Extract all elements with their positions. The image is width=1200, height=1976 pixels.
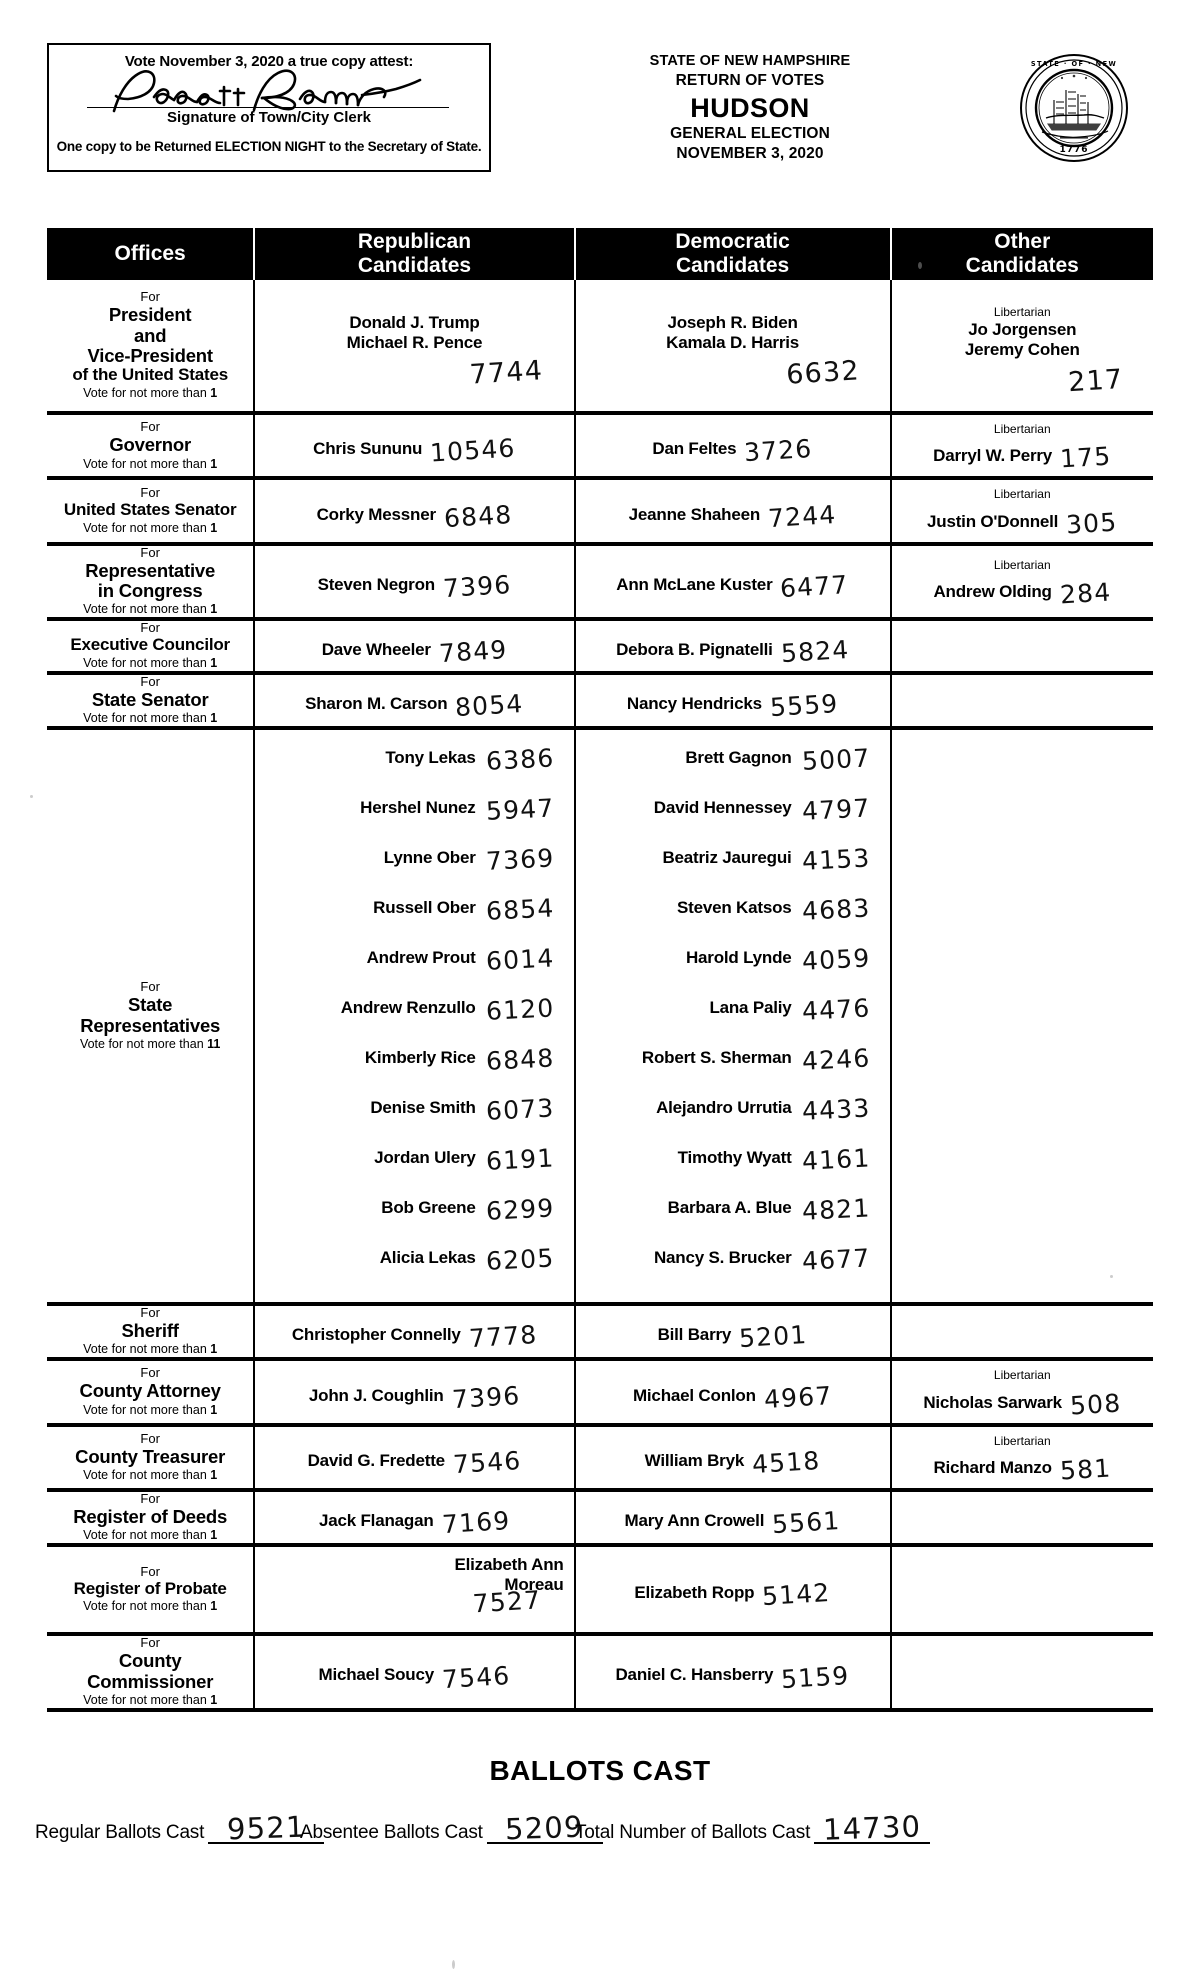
office-cell bbox=[47, 280, 254, 413]
candidate-party-label: Libertarian bbox=[993, 422, 1051, 437]
candidate-name: Mary Ann Crowell bbox=[624, 1510, 765, 1530]
office-name-line: in Congress bbox=[97, 579, 203, 601]
table-header-row bbox=[47, 228, 1153, 280]
office-name-line: Register of Probate bbox=[73, 1578, 227, 1598]
candidate-cell-democratic bbox=[575, 413, 891, 478]
scan-speck bbox=[452, 1960, 455, 1969]
svg-text:STATE · OF · NEW: STATE · OF · NEW bbox=[1030, 60, 1118, 68]
vote-for-instruction: Vote for not more than 1 bbox=[83, 1692, 218, 1707]
candidate-name: Michael Conlon bbox=[632, 1385, 756, 1405]
candidate-party-label: Libertarian bbox=[993, 557, 1051, 572]
vote-count-handwritten: 4476 bbox=[800, 993, 871, 1027]
candidate-name: Richard Manzo bbox=[933, 1457, 1052, 1477]
vote-count-handwritten: 4821 bbox=[800, 1193, 871, 1227]
office-for-label: For bbox=[140, 620, 160, 636]
vote-count-handwritten: 5007 bbox=[800, 743, 871, 777]
office-for-label: For bbox=[140, 1430, 160, 1446]
table-row bbox=[47, 478, 1153, 543]
vote-count-handwritten: 581 bbox=[1058, 1453, 1112, 1486]
office-name-line: County Treasurer bbox=[75, 1445, 226, 1467]
vote-count-handwritten: 7396 bbox=[442, 569, 513, 604]
candidate-cell-democratic bbox=[575, 544, 891, 620]
candidate-name: Dan Feltes bbox=[652, 439, 737, 459]
candidate-name: Alejandro Urrutia bbox=[656, 1098, 792, 1118]
state-rep-entry bbox=[590, 1090, 876, 1140]
signature-rule bbox=[87, 107, 449, 108]
vote-count-handwritten: 5159 bbox=[780, 1660, 851, 1694]
absentee-ballots-label: Absentee Ballots Cast bbox=[300, 1822, 483, 1843]
column-header-offices: Offices bbox=[47, 228, 254, 280]
candidate-name: Daniel C. Hansberry bbox=[615, 1665, 774, 1685]
table-row bbox=[47, 1304, 1153, 1359]
attest-statement: Vote November 3, 2020 a true copy attest: bbox=[124, 53, 414, 70]
candidate-cell-democratic bbox=[575, 1304, 891, 1359]
office-cell bbox=[47, 478, 254, 543]
candidate-name: Kimberly Rice bbox=[364, 1048, 476, 1068]
total-ballots-value-box[interactable] bbox=[814, 1808, 930, 1847]
state-rep-entry bbox=[590, 990, 876, 1040]
candidate-cell-other bbox=[891, 1545, 1153, 1634]
candidate-cell-republican bbox=[254, 478, 574, 543]
signature-label: Signature of Town/City Clerk bbox=[167, 109, 371, 126]
absentee-ballots-value: 5209 bbox=[504, 1809, 585, 1847]
election-date: NOVEMBER 3, 2020 bbox=[676, 145, 824, 163]
vote-count-handwritten: 4967 bbox=[762, 1380, 834, 1414]
candidate-name: Chris Sununu bbox=[313, 439, 423, 459]
state-rep-entry bbox=[269, 1140, 559, 1190]
office-for-label: For bbox=[140, 289, 160, 305]
office-name-line: of the United States bbox=[72, 365, 228, 385]
office-name-line: Representatives bbox=[80, 1014, 221, 1036]
state-rep-entry bbox=[590, 790, 876, 840]
candidate-name: Andrew Olding bbox=[933, 582, 1052, 602]
svg-text:1776: 1776 bbox=[1059, 145, 1089, 155]
state-rep-entry bbox=[269, 840, 559, 890]
table-row bbox=[47, 1545, 1153, 1634]
office-cell bbox=[47, 1359, 254, 1424]
candidate-name: Dave Wheeler bbox=[321, 639, 431, 659]
candidate-name: Hershel Nunez bbox=[360, 798, 476, 818]
ballots-cast-title: BALLOTS CAST bbox=[489, 1755, 711, 1786]
candidate-name: Justin O'Donnell bbox=[927, 511, 1059, 531]
vote-count-handwritten: 4683 bbox=[800, 893, 871, 927]
state-rep-entry bbox=[269, 990, 559, 1040]
candidate-party-label: Libertarian bbox=[993, 1433, 1051, 1448]
office-for-label: For bbox=[140, 1490, 160, 1506]
state-rep-entry bbox=[590, 940, 876, 990]
vote-count-handwritten: 7849 bbox=[437, 634, 509, 668]
candidate-party-label: Libertarian bbox=[993, 1368, 1051, 1383]
candidate-cell-democratic bbox=[575, 1545, 891, 1634]
vote-count-handwritten: 6299 bbox=[484, 1193, 555, 1227]
total-ballots-value: 14730 bbox=[822, 1809, 922, 1847]
candidate-party-label: Libertarian bbox=[993, 305, 1051, 319]
document-header bbox=[0, 0, 1200, 215]
vote-count-handwritten: 7169 bbox=[440, 1505, 511, 1540]
vote-count-handwritten: 10546 bbox=[429, 433, 517, 468]
candidate-name: Harold Lynde bbox=[685, 948, 792, 968]
vote-count-handwritten: 5561 bbox=[771, 1505, 842, 1540]
candidate-cell-other bbox=[891, 619, 1153, 673]
candidate-cell-democratic bbox=[575, 1425, 891, 1490]
candidate-cell-democratic bbox=[575, 673, 891, 728]
candidate-name: Barbara A. Blue bbox=[667, 1198, 792, 1218]
candidate-cell-republican bbox=[254, 280, 574, 413]
town-name: HUDSON bbox=[690, 92, 810, 123]
candidate-cell-republican bbox=[254, 673, 574, 728]
office-cell bbox=[47, 619, 254, 673]
state-rep-entry bbox=[590, 890, 876, 940]
column-header-other-line1: Other bbox=[994, 230, 1051, 254]
vote-count-handwritten: 3726 bbox=[743, 434, 814, 468]
vote-count-handwritten: 7546 bbox=[452, 1445, 523, 1479]
vote-count-handwritten: 5559 bbox=[769, 688, 840, 723]
vote-count-handwritten: 7369 bbox=[484, 843, 555, 877]
column-header-other-line2: Candidates bbox=[965, 254, 1079, 277]
vote-count-handwritten: 6848 bbox=[443, 499, 514, 533]
state-rep-entry bbox=[590, 1240, 876, 1290]
vote-for-instruction: Vote for not more than 1 bbox=[83, 655, 218, 670]
candidate-cell-republican bbox=[254, 1490, 574, 1545]
vote-count-handwritten: 6073 bbox=[484, 1093, 555, 1127]
candidate-cell-other bbox=[891, 673, 1153, 728]
candidate-cell-democratic bbox=[575, 1359, 891, 1424]
candidate-name: Jack Flanagan bbox=[318, 1510, 434, 1530]
table-row bbox=[47, 544, 1153, 620]
state-rep-entry bbox=[269, 1040, 559, 1090]
candidate-name: Beatriz Jauregui bbox=[662, 848, 792, 868]
state-rep-entry bbox=[269, 1190, 559, 1240]
regular-ballots-label: Regular Ballots Cast bbox=[35, 1822, 205, 1843]
table-row bbox=[47, 413, 1153, 478]
vote-count-handwritten: 5142 bbox=[761, 1578, 832, 1612]
candidate-name: Jeremy Cohen bbox=[964, 340, 1080, 360]
vote-count-handwritten: 217 bbox=[1066, 364, 1124, 399]
candidate-name: David Hennessey bbox=[653, 798, 792, 818]
vote-count-handwritten: 6191 bbox=[484, 1143, 555, 1177]
vote-count-handwritten: 6014 bbox=[484, 943, 555, 977]
candidate-cell-other bbox=[891, 1425, 1153, 1490]
vote-count-handwritten: 6848 bbox=[484, 1043, 555, 1077]
state-rep-entry bbox=[269, 790, 559, 840]
office-cell bbox=[47, 1545, 254, 1634]
state-rep-entry bbox=[590, 740, 876, 790]
vote-count-handwritten: 7546 bbox=[441, 1660, 512, 1694]
vote-count-handwritten: 4677 bbox=[800, 1243, 871, 1277]
candidate-cell-republican bbox=[254, 1359, 574, 1424]
office-name-line: County Attorney bbox=[79, 1380, 221, 1402]
candidate-name: Elizabeth Ann bbox=[454, 1555, 564, 1575]
office-cell bbox=[47, 1304, 254, 1359]
return-of-votes-label: RETURN OF VOTES bbox=[675, 72, 825, 90]
vote-count-handwritten: 4433 bbox=[800, 1093, 871, 1127]
column-header-republican-line2: Candidates bbox=[357, 254, 472, 277]
candidate-name: Christopher Connelly bbox=[291, 1325, 461, 1345]
state-rep-entry bbox=[590, 840, 876, 890]
office-name-line: United States Senator bbox=[63, 500, 237, 520]
candidate-cell-other bbox=[891, 1304, 1153, 1359]
scan-speck bbox=[918, 262, 922, 269]
candidate-cell-democratic bbox=[575, 619, 891, 673]
office-name-line: Vice-President bbox=[87, 344, 213, 366]
office-name-line: State bbox=[128, 994, 173, 1016]
title-block bbox=[600, 52, 900, 165]
candidate-name: Steven Negron bbox=[317, 574, 435, 594]
regular-ballots-value: 9521 bbox=[226, 1809, 307, 1847]
column-header-other bbox=[891, 228, 1153, 280]
candidate-name: John J. Coughlin bbox=[308, 1385, 444, 1405]
office-cell bbox=[47, 544, 254, 620]
total-ballots-label: Total Number of Ballots Cast bbox=[575, 1822, 811, 1843]
candidate-name: Jordan Ulery bbox=[374, 1148, 476, 1168]
candidate-name: Michael R. Pence bbox=[346, 333, 483, 353]
vote-count-handwritten: 4153 bbox=[800, 843, 871, 877]
office-cell bbox=[47, 728, 254, 1304]
candidate-name: Steven Katsos bbox=[676, 898, 792, 918]
office-for-label: For bbox=[140, 673, 160, 689]
office-cell bbox=[47, 673, 254, 728]
candidate-name: Kamala D. Harris bbox=[666, 333, 800, 353]
candidate-cell-democratic bbox=[575, 1634, 891, 1710]
candidate-name: Nancy Hendricks bbox=[626, 694, 762, 713]
candidate-cell-other bbox=[891, 1490, 1153, 1545]
state-rep-entry bbox=[269, 740, 559, 790]
candidate-name: Donald J. Trump bbox=[349, 313, 480, 333]
candidate-cell-republican bbox=[254, 1425, 574, 1490]
office-for-label: For bbox=[140, 544, 160, 560]
vote-for-instruction: Vote for not more than 1 bbox=[83, 711, 218, 726]
state-rep-entry bbox=[590, 1040, 876, 1090]
vote-count-handwritten: 6632 bbox=[784, 355, 861, 391]
ballots-cast-totals bbox=[0, 1808, 1200, 1868]
office-name-line: Commissioner bbox=[87, 1670, 214, 1692]
candidate-name: Robert S. Sherman bbox=[641, 1048, 792, 1068]
clerk-attestation-box bbox=[47, 43, 491, 172]
office-for-label: For bbox=[140, 1635, 160, 1651]
vote-for-instruction: Vote for not more than 1 bbox=[83, 385, 218, 400]
office-name-line: President bbox=[108, 304, 192, 326]
office-name-line: State Senator bbox=[91, 688, 209, 710]
office-for-label: For bbox=[140, 1365, 160, 1381]
vote-count-handwritten: 175 bbox=[1059, 441, 1113, 475]
office-for-label: For bbox=[140, 1563, 160, 1579]
candidate-name: Andrew Prout bbox=[366, 948, 476, 968]
vote-for-instruction: Vote for not more than 1 bbox=[83, 456, 218, 471]
column-header-democratic-line1: Democratic bbox=[675, 230, 790, 254]
column-header-democratic-line2: Candidates bbox=[675, 254, 790, 277]
candidate-cell-democratic bbox=[575, 280, 891, 413]
vote-count-handwritten: 4246 bbox=[800, 1043, 871, 1077]
vote-count-handwritten: 284 bbox=[1058, 577, 1112, 610]
vote-count-handwritten: 7778 bbox=[467, 1320, 538, 1354]
table-row bbox=[47, 673, 1153, 728]
candidate-name: Sharon M. Carson bbox=[305, 694, 448, 713]
candidate-cell-other bbox=[891, 478, 1153, 543]
column-header-republican-line1: Republican bbox=[357, 230, 472, 254]
state-seal-icon bbox=[1018, 52, 1130, 164]
vote-count-handwritten: 5201 bbox=[738, 1320, 809, 1354]
state-rep-column-republican bbox=[254, 728, 574, 1304]
candidate-cell-republican bbox=[254, 413, 574, 478]
candidate-name: Bill Barry bbox=[657, 1325, 732, 1345]
candidate-name: Michael Soucy bbox=[318, 1665, 434, 1685]
vote-count-handwritten: 8054 bbox=[454, 688, 525, 723]
candidate-name: Darryl W. Perry bbox=[933, 446, 1053, 466]
vote-count-handwritten: 6854 bbox=[484, 893, 555, 927]
vote-count-handwritten: 6205 bbox=[484, 1243, 555, 1277]
vote-count-handwritten: 4518 bbox=[751, 1445, 822, 1479]
candidate-name: William Bryk bbox=[644, 1450, 745, 1470]
candidate-cell-democratic bbox=[575, 478, 891, 543]
vote-for-instruction: Vote for not more than 1 bbox=[83, 1342, 218, 1357]
vote-for-instruction: Vote for not more than 1 bbox=[83, 602, 218, 617]
candidate-name: Denise Smith bbox=[370, 1098, 476, 1118]
candidate-cell-other bbox=[891, 413, 1153, 478]
vote-count-handwritten: 7527 bbox=[472, 1585, 543, 1619]
candidate-name: Corky Messner bbox=[316, 504, 436, 524]
candidate-name: Nancy S. Brucker bbox=[653, 1248, 792, 1268]
election-type: GENERAL ELECTION bbox=[670, 124, 830, 142]
vote-count-handwritten: 6386 bbox=[484, 743, 555, 777]
office-cell bbox=[47, 1634, 254, 1710]
state-rep-entry bbox=[590, 1140, 876, 1190]
candidate-cell-other bbox=[891, 544, 1153, 620]
candidate-cell-republican bbox=[254, 1545, 574, 1634]
table-row-state-representatives bbox=[47, 728, 1153, 1304]
candidate-name: Moreau bbox=[504, 1575, 564, 1595]
office-for-label: For bbox=[140, 419, 160, 435]
candidate-name: Timothy Wyatt bbox=[677, 1148, 792, 1168]
table-row bbox=[47, 1634, 1153, 1710]
vote-for-instruction: Vote for not more than 1 bbox=[83, 1402, 218, 1417]
table-row bbox=[47, 1425, 1153, 1490]
office-for-label: For bbox=[140, 979, 160, 995]
vote-count-handwritten: 5824 bbox=[779, 634, 850, 668]
candidate-name: Jo Jorgensen bbox=[968, 320, 1077, 340]
office-for-label: For bbox=[140, 1305, 160, 1321]
candidate-name: Andrew Renzullo bbox=[340, 998, 476, 1018]
vote-count-handwritten: 7744 bbox=[469, 355, 545, 391]
vote-count-handwritten: 6120 bbox=[484, 993, 555, 1027]
vote-count-handwritten: 6477 bbox=[779, 569, 850, 604]
vote-for-instruction: Vote for not more than 1 bbox=[83, 1528, 218, 1543]
candidate-cell-other bbox=[891, 1634, 1153, 1710]
candidate-cell-republican bbox=[254, 544, 574, 620]
vote-count-handwritten: 7396 bbox=[450, 1380, 521, 1414]
candidate-name: Bob Greene bbox=[381, 1198, 476, 1218]
office-cell bbox=[47, 413, 254, 478]
absentee-ballots-field bbox=[300, 1808, 603, 1847]
regular-ballots-field bbox=[35, 1808, 324, 1847]
office-name-line: Representative bbox=[85, 559, 216, 581]
office-name-line: and bbox=[134, 324, 167, 346]
results-table-body bbox=[47, 280, 1153, 1710]
vote-count-handwritten: 7244 bbox=[767, 499, 838, 533]
office-name-line: Executive Councilor bbox=[70, 635, 230, 655]
state-name: STATE OF NEW HAMPSHIRE bbox=[649, 53, 851, 69]
candidate-cell-republican bbox=[254, 619, 574, 673]
vote-count-handwritten: 4059 bbox=[800, 943, 871, 977]
candidate-cell-other bbox=[891, 280, 1153, 413]
candidate-name: Joseph R. Biden bbox=[667, 313, 798, 333]
candidate-name: Tony Lekas bbox=[385, 748, 476, 768]
vote-count-handwritten: 305 bbox=[1065, 507, 1119, 540]
candidate-name: Elizabeth Ropp bbox=[634, 1583, 755, 1603]
state-rep-entry bbox=[269, 1090, 559, 1140]
vote-count-handwritten: 508 bbox=[1069, 1388, 1123, 1421]
vote-count-handwritten: 5947 bbox=[484, 793, 555, 827]
office-cell bbox=[47, 1425, 254, 1490]
office-name-line: Sheriff bbox=[121, 1320, 179, 1342]
vote-for-instruction: Vote for not more than 11 bbox=[79, 1037, 221, 1051]
candidate-cell-republican bbox=[254, 1304, 574, 1359]
state-rep-column-other bbox=[891, 728, 1153, 1304]
state-rep-entry bbox=[269, 1240, 559, 1290]
table-row bbox=[47, 1359, 1153, 1424]
state-rep-entry bbox=[269, 890, 559, 940]
candidate-cell-other bbox=[891, 1359, 1153, 1424]
vote-for-instruction: Vote for not more than 1 bbox=[83, 1467, 218, 1482]
column-header-republican bbox=[254, 228, 574, 280]
candidate-name: Lana Paliy bbox=[709, 998, 792, 1018]
table-row bbox=[47, 280, 1153, 413]
state-rep-entry bbox=[590, 1190, 876, 1240]
vote-count-handwritten: 4797 bbox=[800, 793, 871, 827]
candidate-name: Lynne Ober bbox=[383, 848, 476, 868]
office-name-line: County bbox=[118, 1650, 182, 1672]
candidate-name: Jeanne Shaheen bbox=[628, 504, 761, 524]
state-rep-entry bbox=[269, 940, 559, 990]
candidate-name: Russell Ober bbox=[373, 898, 476, 918]
candidate-name: Ann McLane Kuster bbox=[616, 574, 773, 594]
candidate-cell-republican bbox=[254, 1634, 574, 1710]
scan-speck bbox=[1110, 1275, 1113, 1278]
scan-speck bbox=[30, 795, 33, 798]
total-ballots-field bbox=[575, 1808, 930, 1847]
office-name-line: Register of Deeds bbox=[73, 1505, 228, 1527]
column-header-democratic bbox=[575, 228, 891, 280]
table-row bbox=[47, 1490, 1153, 1545]
candidate-name: David G. Fredette bbox=[307, 1450, 445, 1470]
candidate-name: Brett Gagnon bbox=[685, 748, 792, 768]
table-row bbox=[47, 619, 1153, 673]
candidate-name: Debora B. Pignatelli bbox=[616, 639, 773, 659]
candidate-cell-democratic bbox=[575, 1490, 891, 1545]
office-name-line: Governor bbox=[109, 434, 191, 456]
results-table bbox=[47, 228, 1153, 1712]
office-for-label: For bbox=[140, 485, 160, 501]
state-rep-column-democratic bbox=[575, 728, 891, 1304]
vote-count-handwritten: 4161 bbox=[800, 1143, 871, 1177]
candidate-name: Nicholas Sarwark bbox=[923, 1392, 1062, 1412]
vote-for-instruction: Vote for not more than 1 bbox=[83, 520, 218, 535]
candidate-name: Alicia Lekas bbox=[379, 1248, 476, 1268]
vote-for-instruction: Vote for not more than 1 bbox=[83, 1599, 218, 1614]
office-cell bbox=[47, 1490, 254, 1545]
candidate-party-label: Libertarian bbox=[993, 487, 1051, 502]
return-instruction: One copy to be Returned ELECTION NIGHT to the Secretary of State. bbox=[56, 139, 482, 154]
